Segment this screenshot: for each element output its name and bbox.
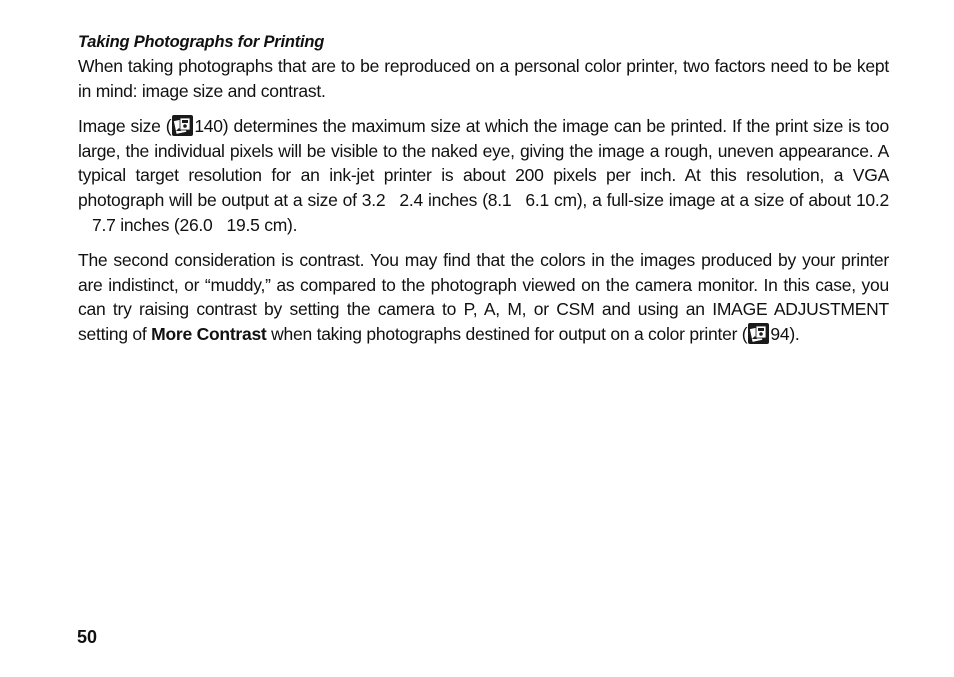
text-run: ). [789,323,800,344]
page-number: 50 [77,627,98,647]
paragraph-contrast [78,248,889,346]
text-run: ) determines the maximum size at which the image can be printed. If the print size is too large, the individual pixels will be visible to the naked eye, giving the image a rough, uneven appearance. A typical target resolution for an ink-jet printer is about 200 pixels per inch. At this resolution, a VGA photograph will be output at a size of 3.2 [78,116,889,210]
page-reference-94: 94 [770,323,790,344]
paragraph-image-size [78,114,889,237]
reference-page-icon [172,115,193,136]
page-reference-140: 140 [194,116,223,137]
text-run: 6.1 cm), a full-size image at a size of about 10.2 [525,189,889,210]
paragraph-intro [78,54,889,103]
text-run: 19.5 cm). [226,214,298,235]
text-run: when taking photographs destined for output on a color printer ( [266,323,748,344]
page-content [78,31,889,358]
text-run: 2.4 inches (8.1 [399,189,512,210]
text-run: The second consideration is contrast. You may find that the colors in the images produced by your printer are indistinct, or “muddy,” as compared to the photograph viewed on the camera monitor. In this case, you can try raising contrast by setting the camera to P, A, M, or CSM and using an IMAGE ADJUSTMENT setting of [78,250,889,344]
section-heading: Taking Photographs for Printing [78,33,325,51]
text-run: Image size ( [78,116,172,137]
text-run: 7.7 inches (26.0 [92,214,213,235]
reference-page-icon [748,323,769,344]
paragraph-intro-text: When taking photographs that are to be reproduced on a personal color printer, two factors need to be kept in mind: image size and contrast. [78,56,889,101]
setting-name-more-contrast: More Contrast [151,323,267,344]
